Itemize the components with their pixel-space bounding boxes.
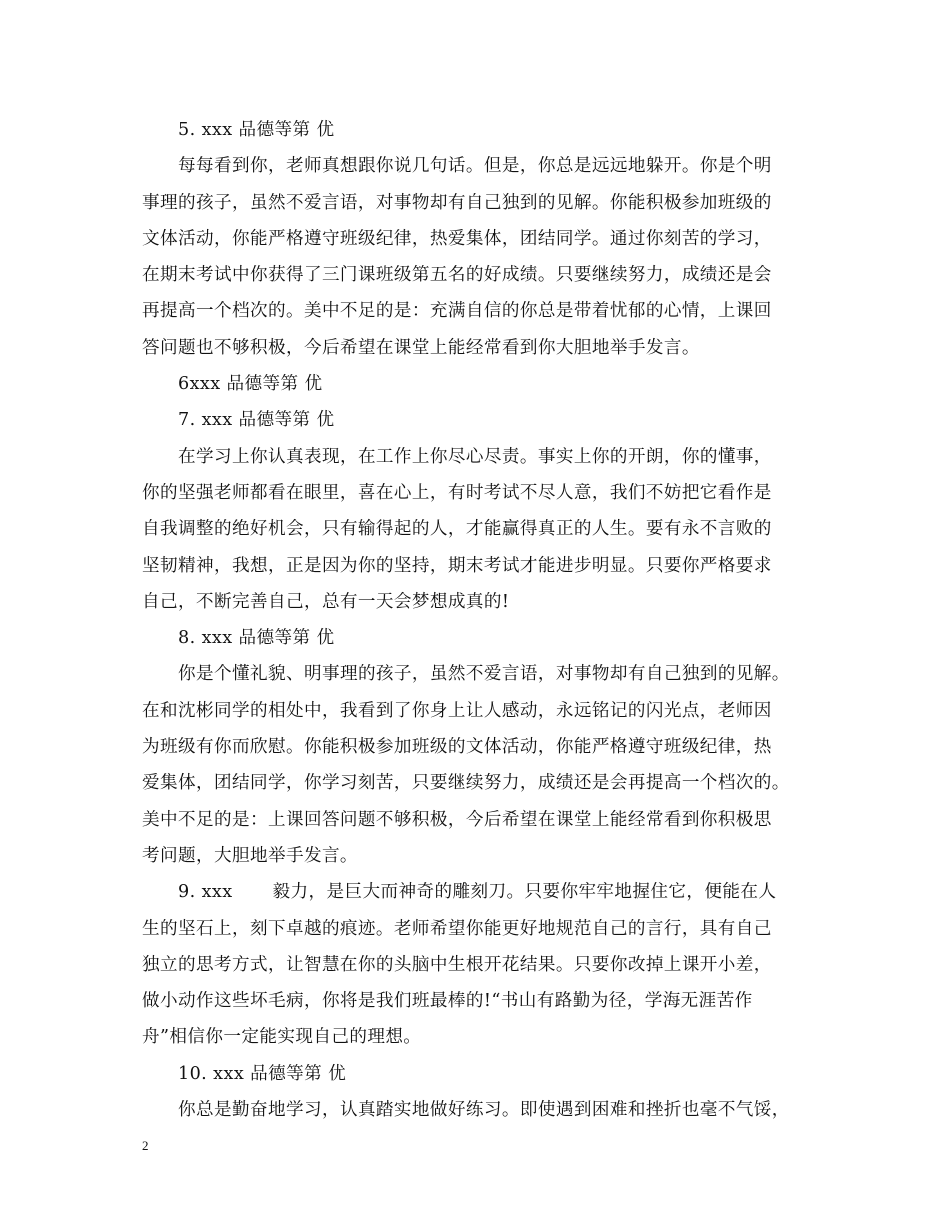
paragraph-7-line: 自我调整的绝好机会，只有输得起的人，才能赢得真正的人生。要有永不言败的 (142, 519, 772, 540)
paragraph-5-line: 在期末考试中你获得了三门课班级第五名的好成绩。只要继续努力，成绩还是会 (142, 265, 772, 286)
paragraph-7-line: 坚韧精神，我想，正是因为你的坚持，期末考试才能进步明显。只要你严格要求 (142, 555, 772, 576)
paragraph-8-line: 为班级有你而欣慰。你能积极参加班级的文体活动，你能严格遵守班级纪律，热 (142, 737, 772, 758)
paragraph-9-line: 毅力，是巨大而神奇的雕刻刀。只要你牢牢地握住它，便能在人 (272, 882, 777, 903)
paragraph-5-line: 答问题也不够积极，今后希望在课堂上能经常看到你大胆地举手发言。 (142, 337, 700, 358)
paragraph-5-line: 再提高一个档次的。美中不足的是：充满自信的你总是带着忧郁的心情，上课回 (142, 301, 772, 322)
paragraph-8-line: 在和沈彬同学的相处中，我看到了你身上让人感动，永远铭记的闪光点，老师因 (142, 700, 772, 721)
entry-heading-8: 8. xxx 品德等第 优 (178, 628, 335, 649)
page-number: 2 (142, 1138, 149, 1153)
entry-heading-9: 9. xxx (178, 882, 233, 903)
paragraph-7-line: 自己，不断完善自己，总有一天会梦想成真的! (142, 591, 510, 612)
paragraph-7-line: 在学习上你认真表现，在工作上你尽心尽责。事实上你的开朗，你的懂事， (178, 446, 772, 467)
paragraph-10-line: 你总是勤奋地学习，认真踏实地做好练习。即使遇到困难和挫折也毫不气馁， (178, 1100, 790, 1121)
paragraph-8-line: 爱集体，团结同学，你学习刻苦，只要继续努力，成绩还是会再提高一个档次的。 (142, 773, 790, 794)
entry-heading-6: 6xxx 品德等第 优 (178, 374, 323, 395)
paragraph-5-line: 事理的孩子，虽然不爱言语，对事物却有自己独到的见解。你能积极参加班级的 (142, 192, 772, 213)
entry-heading-5: 5. xxx 品德等第 优 (178, 120, 335, 140)
document-body (142, 112, 832, 1128)
paragraph-9-line: 舟”相信你一定能实现自己的理想。 (142, 1027, 422, 1048)
paragraph-8-line: 你是个懂礼貌、明事理的孩子，虽然不爱言语，对事物却有自己独到的见解。 (178, 664, 790, 685)
paragraph-7-line: 你的坚强老师都看在眼里，喜在心上，有时考试不尽人意，我们不妨把它看作是 (142, 482, 772, 503)
paragraph-9-line: 生的坚石上，刻下卓越的痕迹。老师希望你能更好地规范自己的言行，具有自己 (142, 918, 772, 939)
paragraph-5-line: 文体活动，你能严格遵守班级纪律，热爱集体，团结同学。通过你刻苦的学习， (142, 228, 772, 249)
entry-heading-7: 7. xxx 品德等第 优 (178, 410, 335, 431)
paragraph-5-line: 每每看到你，老师真想跟你说几句话。但是，你总是远远地躲开。你是个明 (178, 156, 772, 177)
entry-heading-10: 10. xxx 品德等第 优 (178, 1063, 347, 1084)
paragraph-8-line: 美中不足的是：上课回答问题不够积极，今后希望在课堂上能经常看到你积极思 (142, 809, 772, 830)
paragraph-9-line: 独立的思考方式，让智慧在你的头脑中生根开花结果。只要你改掉上课开小差， (142, 954, 772, 975)
paragraph-9-line: 做小动作这些坏毛病，你将是我们班最棒的!“书山有路勤为径，学海无涯苦作 (142, 991, 753, 1012)
paragraph-8-line: 考问题，大胆地举手发言。 (142, 845, 358, 866)
entry-heading-9-line (142, 874, 832, 910)
